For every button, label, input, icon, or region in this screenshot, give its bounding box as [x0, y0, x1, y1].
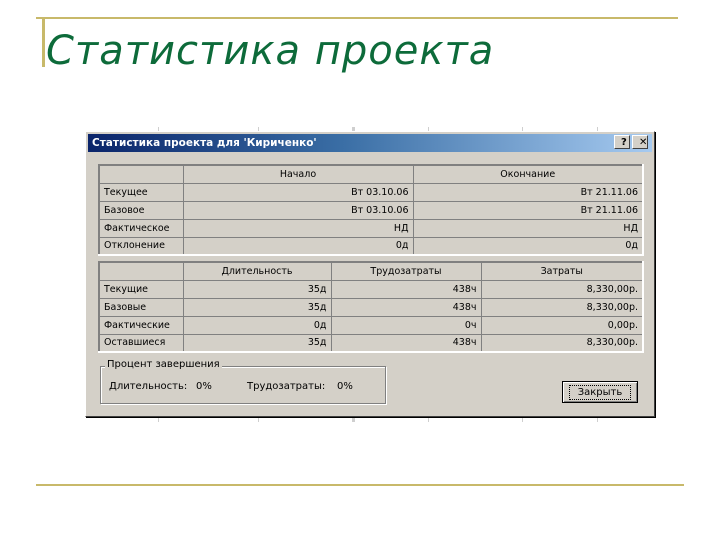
work-table — [98, 261, 644, 353]
duration-complete-label: Длительность: — [109, 381, 188, 392]
actual-finish: НД — [413, 219, 643, 237]
table-row — [99, 298, 643, 316]
table-row — [99, 316, 643, 334]
crop-artifact — [428, 417, 429, 422]
column-header-duration: Длительность — [183, 262, 331, 280]
current-cost: 8,330,00р. — [481, 280, 643, 298]
percent-complete-legend: Процент завершения — [107, 359, 220, 370]
baseline-cost: 8,330,00р. — [481, 298, 643, 316]
work-complete-label: Трудозатраты: — [247, 381, 326, 392]
close-icon: ✕ — [639, 137, 648, 148]
dialog-title: Статистика проекта для 'Кириченко' — [92, 137, 317, 149]
crop-artifact — [158, 417, 159, 422]
project-statistics-dialog — [85, 131, 655, 417]
actual-cost: 0,00р. — [481, 316, 643, 334]
baseline-finish: Вт 21.11.06 — [413, 201, 643, 219]
column-header-start: Начало — [183, 165, 413, 183]
duration-complete-value: 0% — [196, 381, 212, 392]
work-header-row — [99, 262, 643, 280]
dialog-titlebar[interactable] — [88, 134, 652, 152]
crop-artifact — [352, 417, 355, 422]
slide-title: Статистика проекта — [46, 28, 495, 74]
remaining-duration: 35д — [183, 334, 331, 352]
variance-start: 0д — [183, 237, 413, 255]
current-finish: Вт 21.11.06 — [413, 183, 643, 201]
close-button[interactable] — [562, 381, 638, 403]
remaining-cost: 8,330,00р. — [481, 334, 643, 352]
baseline-work: 438ч — [331, 298, 481, 316]
row-label-remaining: Оставшиеся — [99, 334, 183, 352]
dates-header-row — [99, 165, 643, 183]
percent-complete-group — [100, 359, 386, 404]
table-row — [99, 280, 643, 298]
row-label-baseline: Базовое — [99, 201, 183, 219]
table-row — [99, 201, 643, 219]
row-label-current: Текущее — [99, 183, 183, 201]
table-row — [99, 334, 643, 352]
table-row — [99, 183, 643, 201]
slide-top-rule — [36, 17, 678, 19]
row-label-current: Текущие — [99, 280, 183, 298]
help-button[interactable]: ? — [614, 135, 630, 149]
actual-duration: 0д — [183, 316, 331, 334]
crop-artifact — [597, 417, 598, 422]
crop-artifact — [522, 417, 523, 422]
column-header-cost: Затраты — [481, 262, 643, 280]
crop-artifact — [258, 417, 259, 422]
slide-bottom-rule — [36, 484, 684, 486]
table-row — [99, 237, 643, 255]
actual-work: 0ч — [331, 316, 481, 334]
close-x-button[interactable] — [632, 135, 648, 149]
column-header-finish: Окончание — [413, 165, 643, 183]
current-start: Вт 03.10.06 — [183, 183, 413, 201]
row-label-actual: Фактическое — [99, 219, 183, 237]
actual-start: НД — [183, 219, 413, 237]
row-label-variance: Отклонение — [99, 237, 183, 255]
close-button-label: Закрыть — [569, 385, 632, 400]
current-work: 438ч — [331, 280, 481, 298]
work-complete-value: 0% — [337, 381, 353, 392]
row-label-actual: Фактические — [99, 316, 183, 334]
table-row — [99, 219, 643, 237]
slide-left-accent — [42, 17, 45, 67]
row-label-baseline: Базовые — [99, 298, 183, 316]
baseline-duration: 35д — [183, 298, 331, 316]
column-header-work: Трудозатраты — [331, 262, 481, 280]
current-duration: 35д — [183, 280, 331, 298]
remaining-work: 438ч — [331, 334, 481, 352]
dates-table — [98, 164, 644, 256]
work-corner-cell — [99, 262, 183, 280]
dates-corner-cell — [99, 165, 183, 183]
variance-finish: 0д — [413, 237, 643, 255]
baseline-start: Вт 03.10.06 — [183, 201, 413, 219]
